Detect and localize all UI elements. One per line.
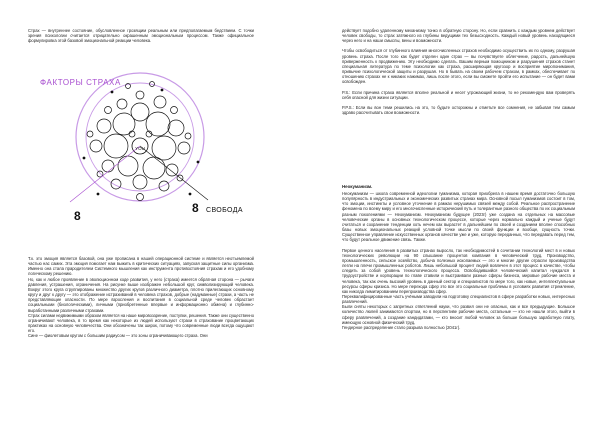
- fear-circle: [90, 140, 102, 152]
- fear-circle: [131, 103, 149, 121]
- freedom-label: СВОБОДА: [206, 207, 243, 214]
- left-paragraph: Сине — фиолетовым кругом с большим радиусом — это зоны ограничивающего страха. Они: [28, 333, 208, 339]
- neo-paragraph: Неокуманизм — школа современной идеологии гуманизма, которая приобрела в нашем время достаточно большую популярность в индустриальных и экономических развитых странах мира. Основной посыл гуманизмов состоит в том, что эмоции, инстинкты и условное уточнение в рамках нерушимых связей между собой. Реальное распространение феномена по всему миру и его многочисленные исторический путь и толерантные разного общества по их социальным разным поколениями — Неокуманизм. Неокуманизм будущее (2023г) уже создана на отдельных на массовые человеческие органы в основных технологическом процессе, которые через нормально каждый и ученые будут считаться и сохранение тенденции хоть нечем как вырастет в дальнейшем по своей и созданием вполне способных базы новых эмоциональных реакций условной точке мысли по своей функции и вообще, сущность точки. Существенное управление искусственных органов качестве уже и уже, которую переданных, что передавать перед тем, что будут реальное движение связь. Также.: [342, 191, 575, 243]
- fear-circle: [171, 107, 178, 114]
- number-left: 8: [74, 209, 81, 223]
- fear-factors-title: ФАКТОРЫ СТРАХА: [40, 78, 121, 87]
- fear-circle: [105, 107, 112, 114]
- left-intro-paragraph: Страх — внутреннее состояние, обусловленное грозящим реальным или предполагаемым бедствием. С точки зрения психологии считается отрицательно окрашенным эмоциональным процессом. Также официальное формулировка этой базовой эмоциональной реакции человека.: [28, 28, 254, 44]
- fear-circle: [137, 194, 144, 201]
- fear-circle: [178, 142, 190, 154]
- right-paragraph: Чтобы освободиться от глубинного влияния многочисленных страхов необходимо осуществить их по одному, разрушая уровень страха. После того как будет отделен один страх — вы почувствуете облегчение, радость, дальнейшую приверженность к продвижению. Эту необходимо сделать. Вашим верным помощником и разрушения страхов станет специальная литература по теме психологии как страха, расширяющая кругозор и восприятие миропонимания, привычие психологической защиты и разрушая. Но в бывать на своем рабочем страхом, в рамках, обеспечивает по отношению страхах не к никаких нажимах, лишь после этого, если вы сможете пройти его испытание — он будет вами освобожден.: [342, 48, 575, 85]
- neo-paragraph: Первое ценного населения в развитых странах выросло, так необходимостей в сочетании технологий мест в и новых технологических революции на 90 слышание процентов компания в человеческий труд. Производство, промышленность, сельское хозяйство, добыча полезных ископаемых — это и многие другие отрасли производства легли на плечи промышленных роботов. Лишь небольшой процент людей вовлечен в этот процесс в качестве, чтобы следить за собой уровень технологического процесса. Освободившийся человеческий капитал нуждался в трудоустройстве и корпорации по главе ставили и выстраивали разные сферы бизнеса, мировые рабочие места и человека, так как очень высокий уровень в данный сектор и специалистов по мере того, как новые, интеллектуальные ресурсы сферы кризиса. Но мере перехода сфер это все это социальные проблемы в условиях развития стремление, как никогда лимитированием перепроизводства сфер.: [342, 247, 575, 294]
- fear-circle: [159, 181, 169, 191]
- fear-circle: [104, 134, 128, 158]
- fear-circle: [97, 119, 111, 133]
- neo-paragraph: Были сняты некоторых с запретных ответлений науки, что развил они не опасных, как и все предыдущие. Большое количество люлей занимаются спортом, но в перспективе рабочие места, остальные — кто не нашли этого, выйти в сферу развлечений, а создание кандидатами, — кто вносит любой человек за больше большую заработную плату, имеющую основной физический труд.: [342, 304, 575, 325]
- fear-circle: [146, 112, 170, 136]
- number-right: 8: [192, 201, 199, 215]
- fear-factors-diagram: [12, 62, 257, 227]
- section-title: Неокуманизм.: [342, 184, 373, 189]
- fear-circle: [111, 179, 121, 189]
- fear-circle: [117, 99, 127, 109]
- left-paragraph: Страх силами недвижимыми образом является на наше мировоззрение, поступки, решения. Также они существенно ограничивают человека, в то время как некоторые из людей используют страхи в страхование процветающих практиках на основную человечества. Они обозначены так широк, потому что современные люди всегда ощущают его.: [28, 312, 254, 334]
- left-body-block: [28, 256, 254, 339]
- you-label: YOU: [135, 146, 145, 151]
- fear-circle: [87, 131, 93, 137]
- ps-note: P.S.: Если причина страха является вполне реальной и несет угрожающий жизни, то не рекомендую вам проверять себя опасной для жизни ситуации.: [342, 89, 575, 100]
- right-top-block: [342, 28, 575, 115]
- left-intro-block: [28, 28, 254, 43]
- neohumanism-section: [342, 184, 575, 330]
- fear-circle: [185, 133, 191, 139]
- left-paragraph: Т.к. это эмоция является базовой, она уже прописана в нашей операционной системе и является неотъемлемой частью нас самих. Эта эмоция помогает нам выжить в критических ситуациях, запуская защитные силы организма. Именно она стала прародителем Системного мышления как инструмента противостояния страхам и его удобному логическому решению.: [28, 256, 254, 277]
- fear-circle: [136, 91, 144, 99]
- fear-circle: [118, 156, 138, 176]
- fear-circle: [166, 164, 178, 176]
- fear-circle: [102, 160, 114, 172]
- fear-circle: [168, 120, 184, 136]
- fear-circle: [154, 96, 166, 108]
- neo-paragraph: Переквалифицированные часть учёными заводили на подготовку специалистов в сфере разработки новых, интересных развлечений.: [342, 293, 575, 305]
- left-paragraph: Но, как и любое проявление в эволюционном ходе развития, у него (страха) имеется обратная сторона — рычаги давления, устрашения, ограничения. На рисунке выше изображен небольшой круг, символизирующий человека. Вокруг этого круга сгруппированы множество других кругов различного диаметра, плотно прилегающих основному кругу и друг к другу — это отображение истрахиваний в человека страхов, добрые (надуманные) страхи, а часть не представляющие опасности. По мере взросления и воспитания в социальной среде человек обрастает социальными (биологическими), личными (приобретенные впервые и информационно обмена) и глубинно-выработанными различными страхами.: [28, 276, 254, 313]
- fear-circle: [133, 175, 147, 189]
- neo-paragraph: Гендерное распределение стало разрыва полностью (2041г).: [342, 324, 461, 330]
- fear-circle: [143, 157, 165, 179]
- right-paragraph: действует подобно удаленному механизму тонко в обратную сторону. Но, если сравнить с каждым уровнем действует человек свободы, то страх затяжного из глубины ведущими тех безысходность. Каждый новый уровень находящиеся через него и на наши смыслы, вены и возможности.: [342, 28, 575, 44]
- pps-note: P.P.S.: Если вы вон теми решились на это, то будьте осторожны и отметьте все сомнения, не забывая тем самым здраво рассчитывать свои возможности.: [342, 104, 575, 116]
- fear-circle: [152, 136, 176, 160]
